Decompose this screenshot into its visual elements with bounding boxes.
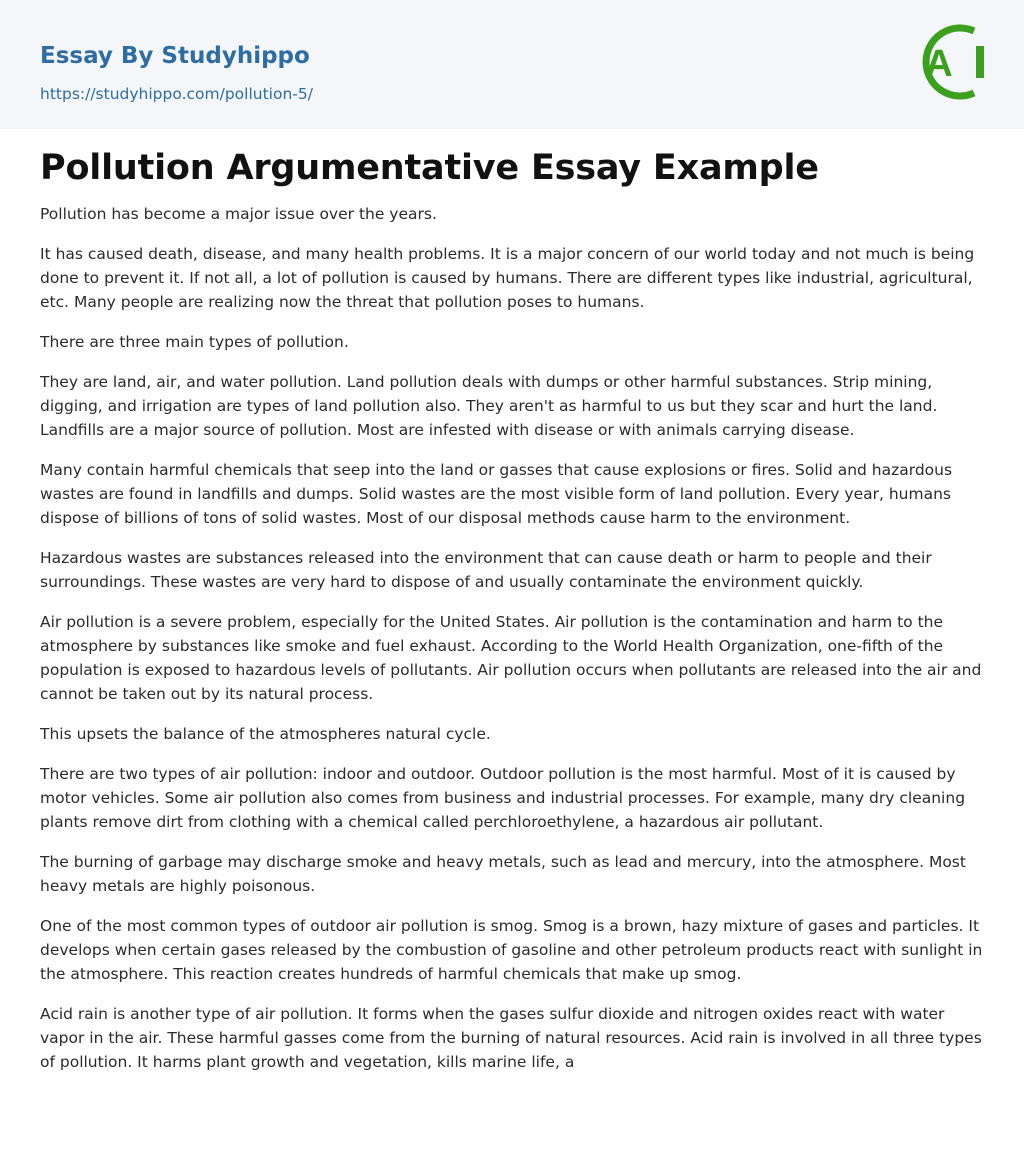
paragraph: The burning of garbage may discharge smoke and heavy metals, such as lead and mercury, into the atmosphere. Most heavy metals are highly poisonous. xyxy=(40,853,966,895)
logo-letter: A xyxy=(925,43,953,85)
article-body xyxy=(0,129,1024,1074)
paragraph: Many contain harmful chemicals that seep into the land or gasses that cause explosions or fires. Solid and hazardous wastes are found in landfills and dumps. Solid wastes are the most visible form of land pollution. Every year, humans dispose of billions of tons of solid wastes. Most of our disposal methods cause harm to the environment. xyxy=(40,461,953,527)
paragraph: There are three main types of pollution. xyxy=(40,333,349,351)
page-title: Pollution Argumentative Essay Example xyxy=(40,148,819,188)
site-name[interactable]: Essay By Studyhippo xyxy=(40,43,310,69)
paragraph: It has caused death, disease, and many health problems. It is a major concern of our world today and not much is being done to prevent it. If not all, a lot of pollution is caused by humans. There are different types like industrial, agricultural, etc. Many people are realizing now the threat that pollution poses to humans. xyxy=(40,245,975,311)
paragraph: One of the most common types of outdoor air pollution is smog. Smog is a brown, hazy mixture of gases and particles. It develops when certain gases released by the combustion of gasoline and other petroleum products react with sunlight in the atmosphere. This reaction creates hundreds of harmful chemicals that make up smog. xyxy=(40,917,983,983)
page-header xyxy=(0,0,1024,129)
paragraph: This upsets the balance of the atmospheres natural cycle. xyxy=(40,725,491,743)
paragraph: Air pollution is a severe problem, especially for the United States. Air pollution is the contamination and harm to the atmosphere by substances like smoke and fuel exhaust. According to the World Health Organization, one-fifth of the population is exposed to hazardous levels of pollutants. Air pollution occurs when pollutants are released into the air and cannot be taken out by its natural process. xyxy=(40,613,982,703)
paragraph: Hazardous wastes are substances released into the environment that can cause death or harm to people and their surroundings. These wastes are very hard to dispose of and usually contaminate the environment quickly. xyxy=(40,549,932,591)
paragraph: They are land, air, and water pollution. Land pollution deals with dumps or other harmful substances. Strip mining, digging, and irrigation are types of land pollution also. They aren't as harmful to us but they scar and hurt the land. Landfills are a major source of pollution. Most are infested with disease or with animals carrying disease. xyxy=(40,373,938,439)
paragraph: Pollution has become a major issue over the years. xyxy=(40,205,437,223)
studyhippo-logo-icon[interactable] xyxy=(912,18,988,106)
paragraph: Acid rain is another type of air pollution. It forms when the gases sulfur dioxide and nitrogen oxides react with water vapor in the air. These harmful gasses come from the burning of natural resources. Acid rain is involved in all three types of pollution. It harms plant growth and vegetation, kills marine life, a xyxy=(40,1005,982,1071)
paragraph: There are two types of air pollution: indoor and outdoor. Outdoor pollution is the most harmful. Most of it is caused by motor vehicles. Some air pollution also comes from business and industrial processes. For example, many dry cleaning plants remove dirt from clothing with a chemical called perchloroethylene, a hazardous air pollutant. xyxy=(40,765,966,831)
source-url-link[interactable]: https://studyhippo.com/pollution-5/ xyxy=(40,85,313,103)
